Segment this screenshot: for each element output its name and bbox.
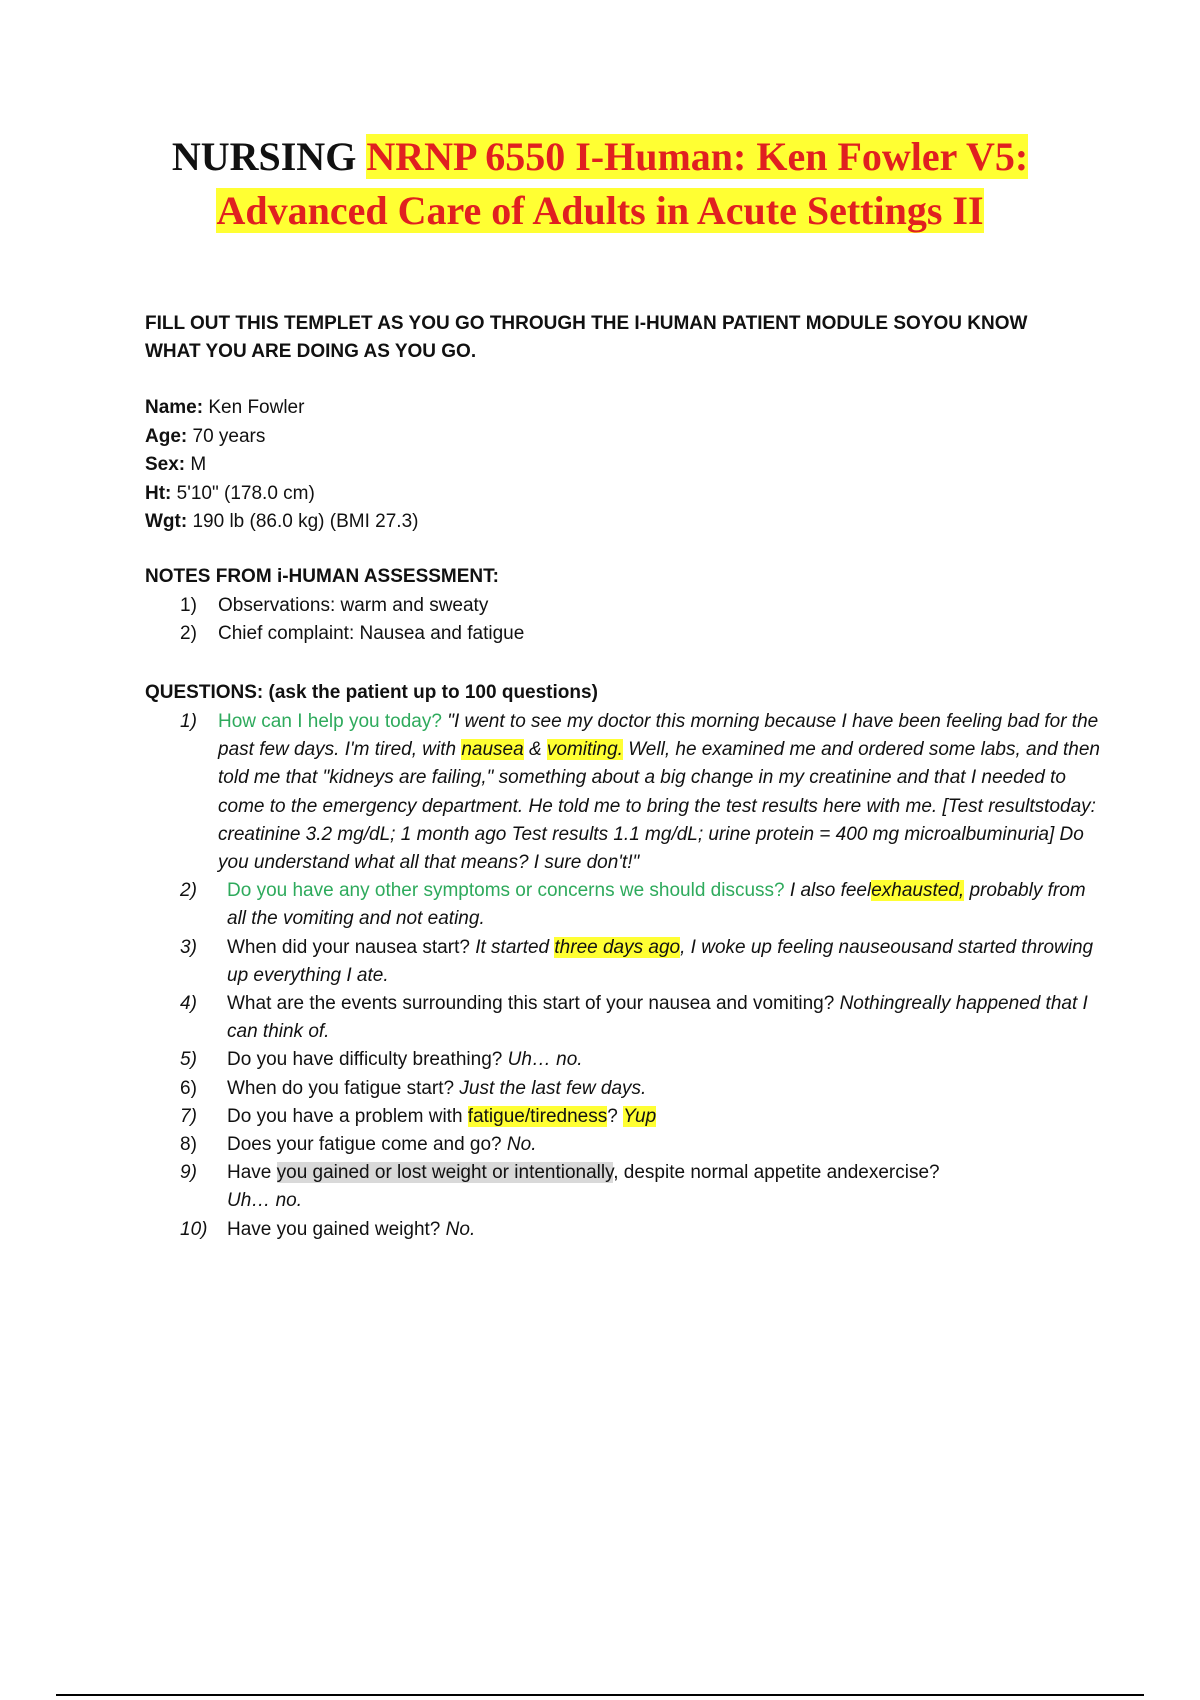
title-prefix: NURSING xyxy=(171,134,357,179)
question-5: 5) Do you have difficulty breathing? Uh… no. xyxy=(180,1049,583,1071)
patient-demographics xyxy=(145,394,418,537)
question-2: 2) Do you have any other symptoms or concerns we should discuss? I also feelexhausted, probably from all the vomiting and not eating. xyxy=(180,880,1086,930)
question-10: 10) Have you gained weight? No. xyxy=(180,1218,476,1240)
question-1: 1) How can I help you today? "I went to see my doctor this morning because I have been feeling bad for the past few days. I'm tired, with nausea & vomiting. Well, he examined me and ordered some labs, and then told me that "kidneys are failing," something about a big change in my creatinine and that I needed to come to the emergency department. He told me to bring the test results here with me. [Test resultstoday: creatinine 3.2 mg/dL; 1 month ago Test results 1.1 mg/dL; urine protein = 400 mg microalbuminuria] Do you understand what all that means? I sure don't!" xyxy=(180,711,1100,874)
instructions: FILL OUT THIS TEMPLET AS YOU GO THROUGH THE I-HUMAN PATIENT MODULE SOYOU KNOW WHAT YOU ARE DOING AS YOU GO. xyxy=(145,313,1028,362)
document-title xyxy=(60,130,1140,238)
demographic-name: Name: Ken Fowler xyxy=(145,397,305,418)
question-3: 3) When did your nausea start? It started three days ago, I woke up feeling nauseousand started throwing up everything I ate. xyxy=(180,936,1094,986)
demographic-sex: Sex: M xyxy=(145,454,207,475)
notes-heading: NOTES FROM i-HUMAN ASSESSMENT: xyxy=(145,566,499,587)
question-7: 7) Do you have a problem with fatigue/tiredness? Yup xyxy=(180,1105,657,1127)
list-item: 2) Chief complaint: Nausea and fatigue xyxy=(180,623,525,644)
title-highlight-line2: Advanced Care of Adults in Acute Settings II xyxy=(216,188,984,233)
question-9: 9) Have you gained or lost weight or intentionally, despite normal appetite andexercise? Uh… no. xyxy=(180,1162,940,1212)
list-item: 1) Observations: warm and sweaty xyxy=(180,595,489,616)
notes-list xyxy=(180,592,524,648)
questions-list xyxy=(180,708,1100,1244)
demographic-height: Ht: 5'10" (178.0 cm) xyxy=(145,482,315,504)
question-6: 6) When do you fatigue start? Just the last few days. xyxy=(180,1077,647,1099)
demographic-age: Age: 70 years xyxy=(145,425,266,447)
title-highlight-line1: NRNP 6550 I-Human: Ken Fowler V5: xyxy=(366,134,1029,179)
footer-divider xyxy=(56,1694,1144,1696)
questions-heading: QUESTIONS: (ask the patient up to 100 questions) xyxy=(145,682,598,703)
question-text: How can I help you today? xyxy=(218,711,442,732)
demographic-weight: Wgt: 190 lb (86.0 kg) (BMI 27.3) xyxy=(145,511,419,532)
question-8: 8) Does your fatigue come and go? No. xyxy=(180,1134,537,1156)
question-4: 4) What are the events surrounding this start of your nausea and vomiting? Nothingreally happened that I can think of. xyxy=(180,993,1088,1043)
